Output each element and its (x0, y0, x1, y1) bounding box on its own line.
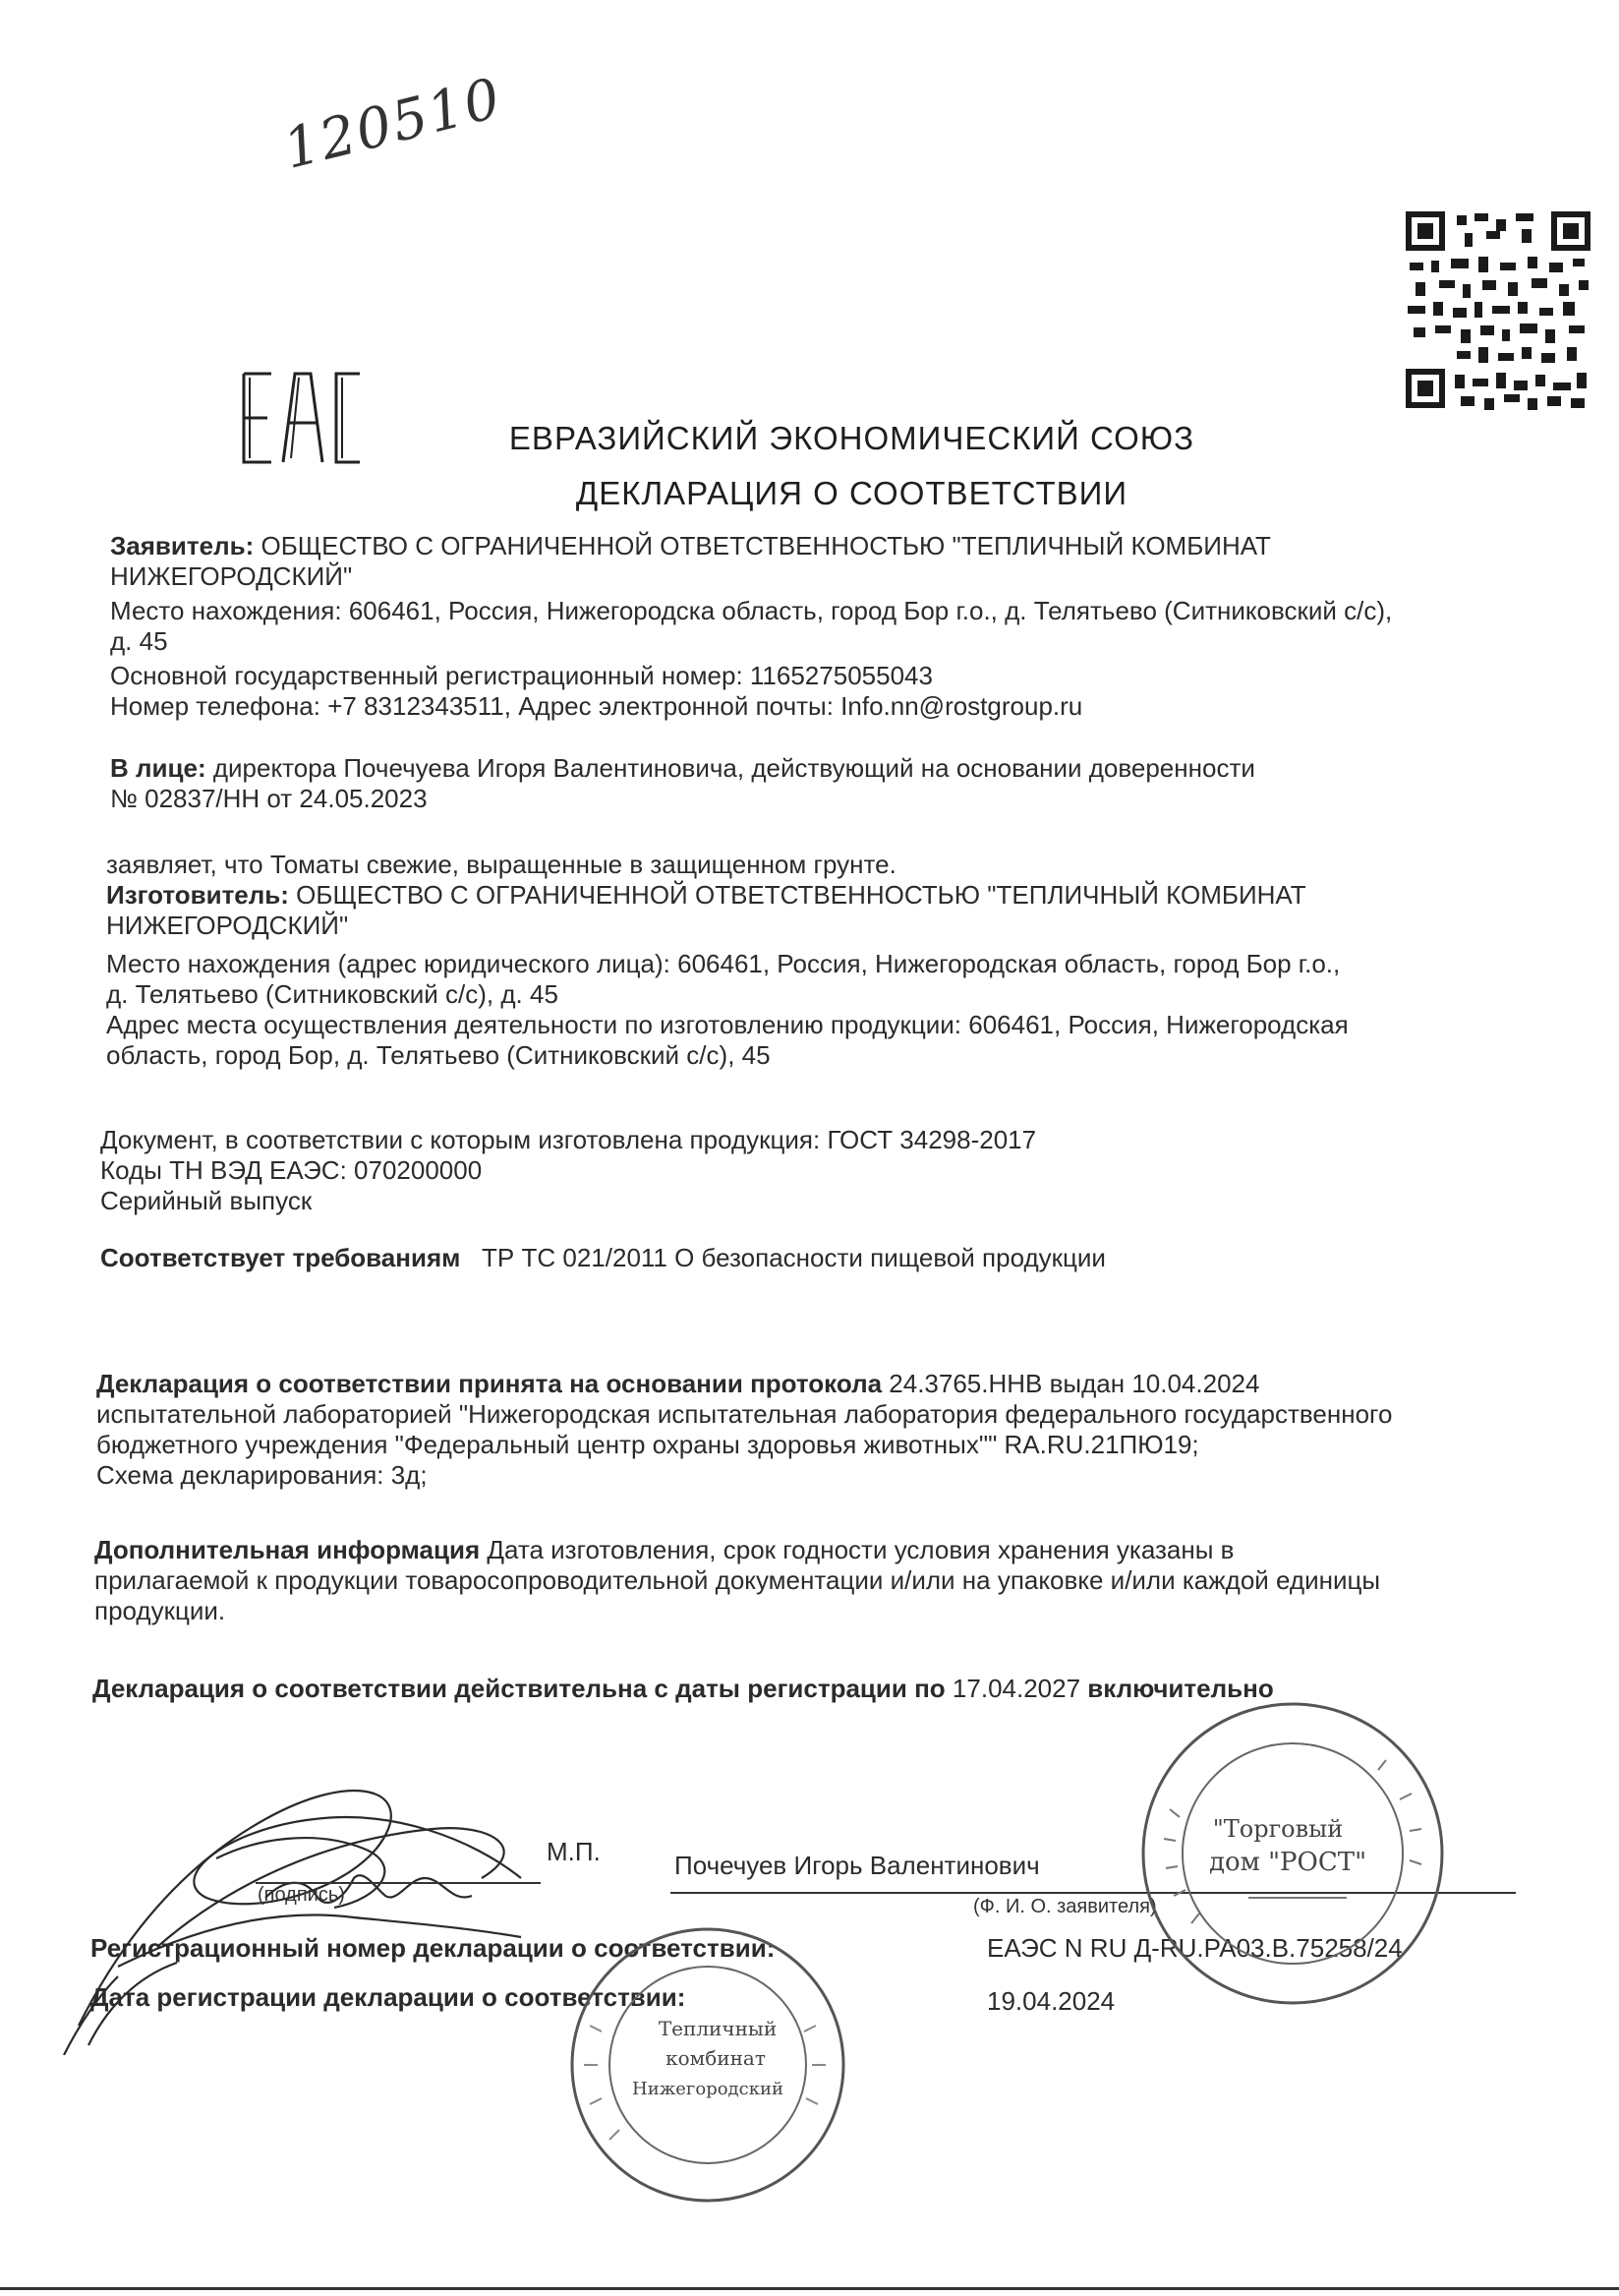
applicant-label: Заявитель: (110, 531, 255, 560)
stamp-left-line-1: Тепличный (658, 2017, 778, 2040)
release-type: Серийный выпуск (100, 1186, 313, 1215)
additional-text-end: продукции. (94, 1596, 226, 1625)
basis-lab: испытательной лабораторией "Нижегородская испытательная лаборатория федерального государственного (96, 1399, 1393, 1429)
basis-lab-cont: бюджетного учреждения "Федеральный центр охраны здоровья животных"" RA.RU.21ПЮ19; (96, 1430, 1199, 1459)
basis-section (96, 1369, 1392, 1491)
handwritten-number: 120510 (277, 66, 509, 182)
validity-section (92, 1674, 1274, 1704)
manufacturer-section (106, 850, 1349, 1071)
manufacturer-prod-address-cont: область, город Бор, д. Телятьево (Ситниковский с/с), 45 (106, 1040, 771, 1070)
applicant-contacts: Номер телефона: +7 8312343511, Адрес электронной почты: Info.nn@rostgroup.ru (110, 691, 1083, 721)
validity-suffix: включительно (1087, 1674, 1274, 1703)
additional-text: Дата изготовления, срок годности условия хранения указаны в (487, 1535, 1235, 1564)
compliance-label: Соответствует требованиям (100, 1243, 461, 1272)
basis-label: Декларация о соответствии принята на основании протокола (96, 1369, 883, 1398)
manufacturer-legal-address: Место нахождения (адрес юридического лица): 606461, Россия, Нижегородская область, город Бор г.о., (106, 949, 1341, 978)
representative-label: В лице: (110, 753, 206, 783)
compliance-text: ТР ТС 021/2011 О безопасности пищевой продукции (482, 1243, 1106, 1272)
registration-number-label: Регистрационный номер декларации о соответствии: (90, 1933, 776, 1963)
product-declaration: заявляет, что Томаты свежие, выращенные в защищенном грунте. (106, 850, 896, 879)
manufacturer-name-cont: НИЖЕГОРОДСКИЙ" (106, 911, 349, 940)
applicant-ogrn: Основной государственный регистрационный номер: 1165275055043 (110, 661, 933, 690)
stamp-right-line-1: "Торговый (1212, 1815, 1344, 1843)
scan-edge (0, 2287, 1619, 2290)
applicant-address-cont: д. 45 (110, 626, 168, 656)
registration-date: 19.04.2024 (987, 1986, 1116, 2016)
stamp-right-line-2: дом "РОСТ" (1208, 1848, 1367, 1877)
applicant-name-cont: НИЖЕГОРОДСКИЙ" (110, 561, 353, 591)
stamp-left-line-2: комбинат (665, 2046, 766, 2070)
manufacturer-label: Изготовитель: (106, 880, 289, 910)
company-stamp-right (1130, 1691, 1455, 2016)
seal-mark: М.П. (547, 1837, 601, 1866)
manufacturer-legal-address-cont: д. Телятьево (Ситниковский с/с), д. 45 (106, 979, 558, 1009)
validity-date: 17.04.2027 (952, 1674, 1081, 1703)
standard-document: Документ, в соответствии с которым изготовлена продукция: ГОСТ 34298-2017 (100, 1125, 1037, 1154)
compliance-section (100, 1243, 1106, 1273)
applicant-section (110, 531, 1392, 722)
basis-scheme: Схема декларирования: 3д; (96, 1460, 428, 1490)
applicant-address: Место нахождения: 606461, Россия, Нижегородска область, город Бор г.о., д. Телятьево (Ситниковский с/с), (110, 596, 1393, 625)
registration-number: ЕАЭС N RU Д-RU.РА03.В.75258/24 (987, 1933, 1403, 1963)
signer-name: Почечуев Игорь Валентинович (674, 1851, 1040, 1880)
standards-section (100, 1125, 1036, 1216)
additional-text-cont: прилагаемой к продукции товаросопроводительной документации и/или на упаковке и/или каждой единицы (94, 1565, 1381, 1595)
representative-text: директора Почечуева Игоря Валентиновича, действующий на основании доверенности (212, 753, 1255, 783)
signature-caption: (подпись) (258, 1884, 345, 1906)
manufacturer-prod-address: Адрес места осуществления деятельности по изготовлению продукции: 606461, Россия, Нижегородская (106, 1010, 1349, 1039)
stamp-left-line-3: Нижегородский (632, 2079, 783, 2099)
name-caption: (Ф. И. О. заявителя) (973, 1896, 1157, 1917)
company-stamp-left (560, 1917, 855, 2212)
representative-section (110, 753, 1255, 814)
additional-section (94, 1535, 1380, 1626)
qr-code (1406, 211, 1590, 413)
applicant-name: ОБЩЕСТВО С ОГРАНИЧЕННОЙ ОТВЕТСТВЕННОСТЬЮ "ТЕПЛИЧНЫЙ КОМБИНАТ (260, 531, 1271, 560)
document-title: ДЕКЛАРАЦИЯ О СООТВЕТСТВИИ (575, 475, 1128, 511)
basis-protocol: 24.3765.ННВ выдан 10.04.2024 (889, 1369, 1260, 1398)
validity-label: Декларация о соответствии действительна с даты регистрации по (92, 1674, 946, 1703)
representative-text-cont: № 02837/НН от 24.05.2023 (110, 784, 428, 813)
additional-label: Дополнительная информация (94, 1535, 481, 1564)
manufacturer-name: ОБЩЕСТВО С ОГРАНИЧЕННОЙ ОТВЕТСТВЕННОСТЬЮ "ТЕПЛИЧНЫЙ КОМБИНАТ (296, 880, 1306, 910)
registration-date-label: Дата регистрации декларации о соответствии: (90, 1982, 686, 2012)
union-title: ЕВРАЗИЙСКИЙ ЭКОНОМИЧЕСКИЙ СОЮЗ (508, 420, 1195, 456)
hs-codes: Коды ТН ВЭД ЕАЭС: 070200000 (100, 1155, 483, 1185)
